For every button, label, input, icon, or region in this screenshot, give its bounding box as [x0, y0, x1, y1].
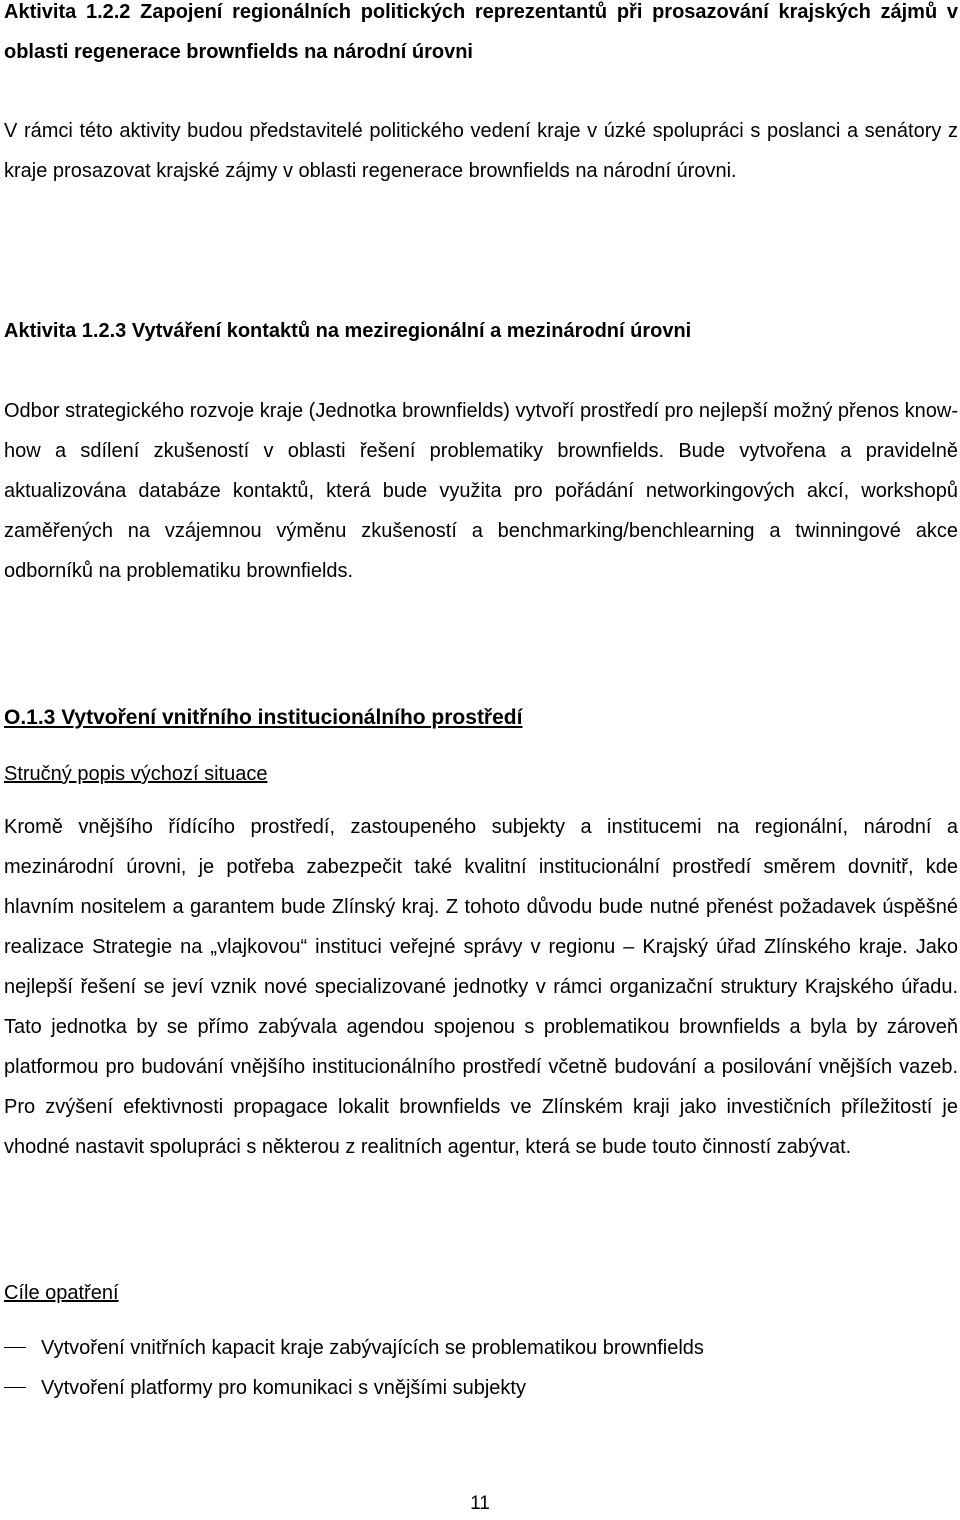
section-title: O.1.3 Vytvoření vnitřního institucionálního prostředí: [4, 706, 523, 729]
activity-1-2-3: [4, 311, 958, 351]
goals-list: [4, 1328, 958, 1408]
situation-section: [4, 754, 958, 794]
activity-1-2-3-heading: Aktivita 1.2.3 Vytváření kontaktů na meziregionální a mezinárodní úrovni: [4, 320, 692, 342]
activity-1-2-3-body: [4, 391, 958, 591]
activity-1-2-2-heading: Aktivita 1.2.2 Zapojení regionálních politických reprezentantů při prosazování krajských zájmů v oblasti regenerace brownfields na národní úrovni: [4, 1, 958, 63]
activity-1-2-3-text: Odbor strategického rozvoje kraje (Jednotka brownfields) vytvoří prostředí pro nejlepší možný přenos know-how a sdílení zkušeností v oblasti řešení problematiky brownfields. Bude vytvořena a pravidelně aktualizována databáze kontaktů, která bude využita pro pořádání networkingových akcí, workshopů zaměřených na vzájemnou výměnu zkušeností a benchmarking/benchlearning a twinningové akce odborníků na problematiku brownfields.: [4, 400, 958, 582]
page-number: 11: [470, 1493, 490, 1514]
goal-text: Vytvoření platformy pro komunikaci s vnějšími subjekty: [41, 1377, 526, 1399]
goals-section: [4, 1273, 958, 1313]
situation-body: [4, 807, 958, 1167]
activity-1-2-2: [4, 0, 958, 72]
activity-1-2-2-text: V rámci této aktivity budou představitelé politického vedení kraje v úzké spolupráci s poslanci a senátory z kraje prosazovat krajské zájmy v oblasti regenerace brownfields na národní úrovni.: [4, 120, 958, 182]
dash-bullet-icon: [4, 1347, 26, 1348]
activity-1-2-2-body: [4, 111, 958, 191]
situation-heading: Stručný popis výchozí situace: [4, 763, 268, 785]
list-item: [4, 1368, 958, 1408]
goals-list-wrap: [4, 1328, 958, 1408]
section-o-1-3: [4, 698, 958, 738]
situation-text: Kromě vnějšího řídícího prostředí, zastoupeného subjekty a institucemi na regionální, národní a mezinárodní úrovni, je potřeba zabezpečit také kvalitní institucionální prostředí směrem dovnitř, kde hlavním nositelem a garantem bude Zlínský kraj. Z tohoto důvodu bude nutné přenést požadavek úspěšné realizace Strategie na „vlajkovou“ instituci veřejné správy v regionu – Krajský úřad Zlínského kraje. Jako nejlepší řešení se jeví vznik nové specializované jednotky v rámci organizační struktury Krajského úřadu. Tato jednotka by se přímo zabývala agendou spojenou s problematikou brownfields a byla by zároveň platformou pro budování vnějšího institucionálního prostředí včetně budování a posilování vnějších vazeb. Pro zvýšení efektivnosti propagace lokalit brownfields ve Zlínském kraji jako investičních příležitostí je vhodné nastavit spolupráci s některou z realitních agentur, která se bude touto činností zabývat.: [4, 816, 958, 1158]
goals-heading: Cíle opatření: [4, 1282, 119, 1304]
goal-text: Vytvoření vnitřních kapacit kraje zabývajících se problematikou brownfields: [41, 1337, 704, 1359]
dash-bullet-icon: [4, 1387, 26, 1388]
list-item: [4, 1328, 958, 1368]
